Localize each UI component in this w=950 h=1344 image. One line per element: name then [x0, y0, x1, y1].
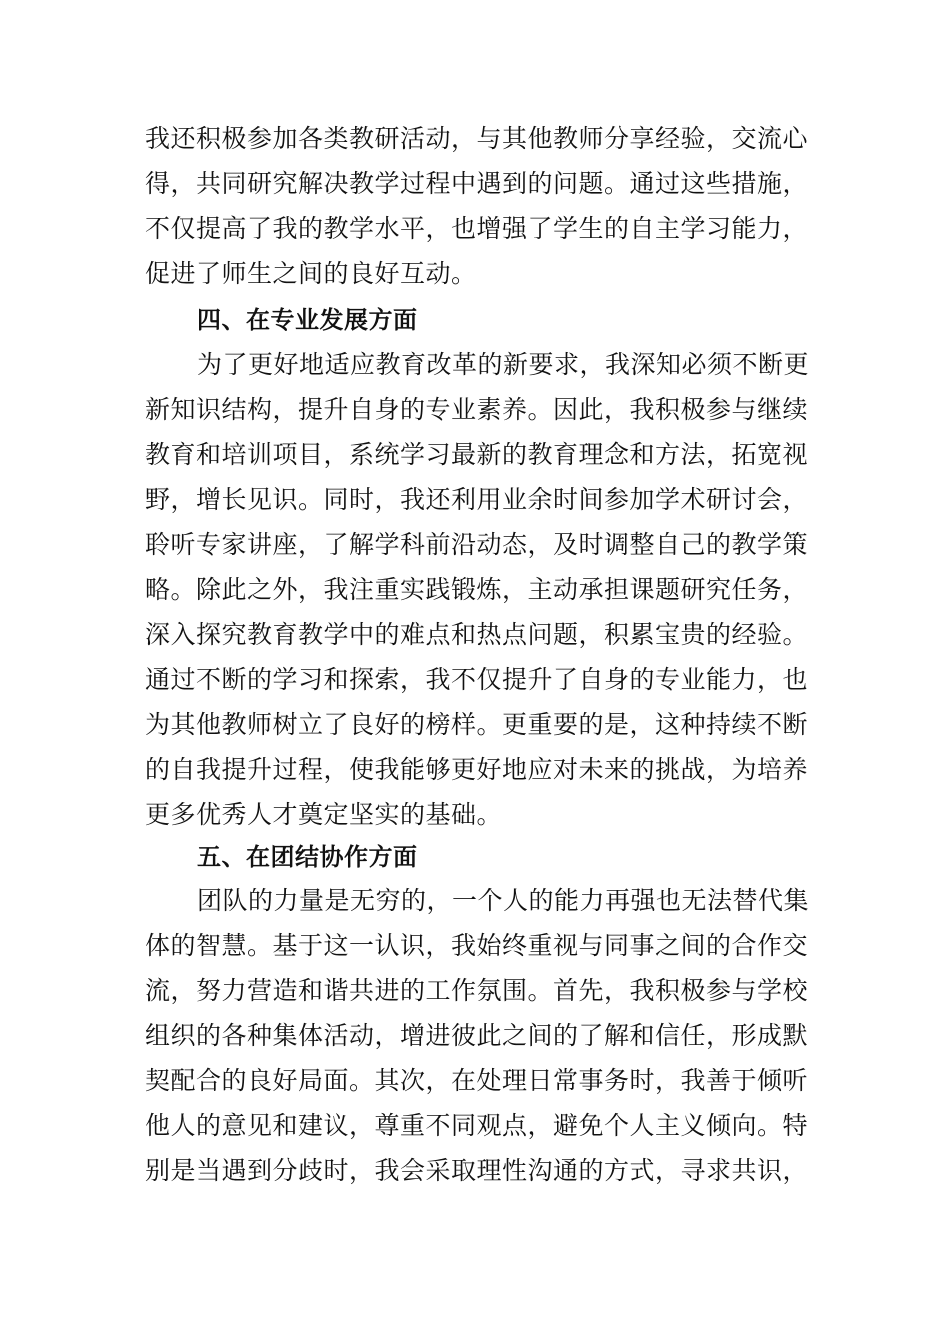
paragraph-line: 体的智慧。基于这一认识，我始终重视与同事之间的合作交: [145, 931, 809, 960]
paragraph-line: 野，增长见识。同时，我还利用业余时间参加学术研讨会，: [145, 485, 809, 514]
paragraph-line: 契配合的良好局面。其次，在处理日常事务时，我善于倾听: [145, 1066, 809, 1095]
paragraph-line: 流，努力营造和谐共进的工作氛围。首先，我积极参与学校: [145, 976, 809, 1005]
paragraph-line: 不仅提高了我的教学水平，也增强了学生的自主学习能力，: [145, 214, 809, 243]
paragraph-line: 更多优秀人才奠定坚实的基础。: [145, 800, 503, 829]
paragraph-line: 得，共同研究解决教学过程中遇到的问题。通过这些措施，: [145, 169, 809, 198]
paragraph-line: 为了更好地适应教育改革的新要求，我深知必须不断更: [197, 350, 810, 379]
paragraph-line: 教育和培训项目，系统学习最新的教育理念和方法，拓宽视: [145, 440, 809, 469]
paragraph-line: 新知识结构，提升自身的专业素养。因此，我积极参与继续: [145, 395, 809, 424]
paragraph-line: 别是当遇到分歧时，我会采取理性沟通的方式，寻求共识，: [145, 1156, 809, 1185]
paragraph-line: 组织的各种集体活动，增进彼此之间的了解和信任，形成默: [145, 1021, 809, 1050]
paragraph-line: 我还积极参加各类教研活动，与其他教师分享经验，交流心: [145, 124, 809, 153]
document-body: [145, 0, 815, 1344]
paragraph-line: 深入探究教育教学中的难点和热点问题，积累宝贵的经验。: [145, 620, 809, 649]
paragraph-line: 为其他教师树立了良好的榜样。更重要的是，这种持续不断: [145, 710, 809, 739]
section-heading-professional-development: 四、在专业发展方面: [197, 306, 418, 334]
paragraph-line: 团队的力量是无穷的，一个人的能力再强也无法替代集: [197, 886, 810, 915]
paragraph-line: 的自我提升过程，使我能够更好地应对未来的挑战，为培养: [145, 755, 809, 784]
paragraph-line: 通过不断的学习和探索，我不仅提升了自身的专业能力，也: [145, 665, 809, 694]
paragraph-line: 略。除此之外，我注重实践锻炼，主动承担课题研究任务，: [145, 575, 809, 604]
paragraph-line: 聆听专家讲座，了解学科前沿动态，及时调整自己的教学策: [145, 530, 809, 559]
paragraph-line: 他人的意见和建议，尊重不同观点，避免个人主义倾向。特: [145, 1111, 809, 1140]
section-heading-teamwork: 五、在团结协作方面: [197, 843, 418, 871]
paragraph-line: 促进了师生之间的良好互动。: [145, 259, 477, 288]
